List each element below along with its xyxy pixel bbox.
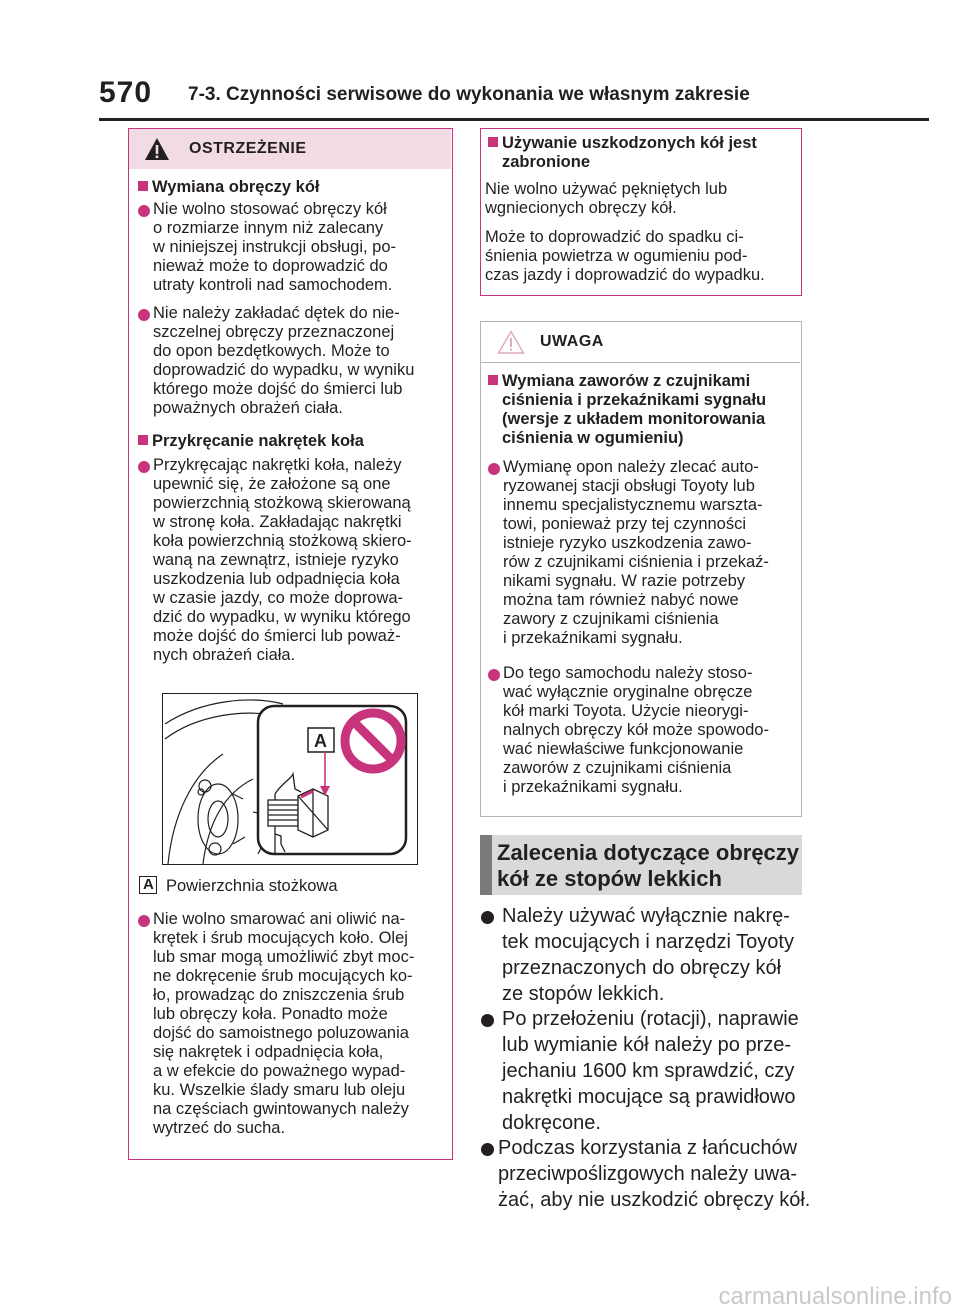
bullet-dot-icon	[481, 911, 494, 924]
notice-heading: Wymiana zaworów z czujnikami ciśnienia i przekaźnikami sygnału (wersje z układem monitorowania ciśnienia w ogumieniu)	[488, 372, 766, 448]
section-bullet-2: Po przełożeniu (rotacji), naprawie lub wymianie kół należy po prze- jechaniu 1600 km sprawdzić, czy nakrętki mocujące są prawidłowo dokręcone.	[502, 1008, 799, 1134]
notice-triangle-icon	[497, 330, 525, 354]
warning-para-2: Nie należy zakładać dętek do nie- szczelnej obręczy przeznaczonej do opon bezdętkowych. Może to doprowadzić do wypadku, w wyniku którego może dojść do śmierci lub poważnych obrażeń ciała.	[153, 304, 415, 417]
section-header-bar	[480, 835, 492, 895]
notice-header	[481, 322, 800, 363]
warning2-para-2: Może to doprowadzić do spadku ci- śnienia powietrza w ogumieniu pod- czas jazdy i doprowadzić do wypadku.	[485, 228, 765, 284]
bullet-dot-icon	[138, 309, 150, 321]
wheel-hub-drawing	[163, 694, 418, 865]
page-number: 570	[99, 76, 153, 109]
warning-title: OSTRZEŻENIE	[189, 140, 307, 157]
footer-watermark: carmanualsonline.info	[718, 1283, 952, 1310]
section-bullet-1: Należy używać wyłącznie nakrę- tek mocujących i narzędzi Toyoty przeznaczonych do obręczy kół ze stopów lekkich.	[502, 905, 794, 1005]
section-bullet-3: Podczas korzystania z łańcuchów przeciwpoślizgowych należy uwa- żać, aby nie uszkodzić obręczy kół.	[498, 1137, 811, 1211]
notice-title: UWAGA	[540, 333, 604, 350]
warning-para-1: Nie wolno stosować obręczy kół o rozmiarze innym niż zalecany w niniejszej instrukcji obsługi, po- nieważ może to doprowadzić do utraty kontroli nad samochodem.	[153, 200, 397, 294]
warning2-heading: Używanie uszkodzonych kół jest zabronione	[488, 134, 757, 172]
notice-para-1: Wymianę opon należy zlecać auto- ryzowanej stacji obsługi Toyoty lub innemu specjalistycznemu warszta- towi, ponieważ przy tej czynności istnieje ryzyko uszkodzenia zawo- rów z czujnikami ciśnienia i przekaź- nikami sygnału. W razie potrzeby można tam również nabyć nowe zawory z czujnikami ciśnienia i przekaźnikami sygnału.	[503, 458, 769, 647]
bullet-dot-icon	[138, 461, 150, 473]
square-bullet-icon	[138, 181, 148, 191]
square-bullet-icon	[488, 375, 498, 385]
caption-label-box	[139, 876, 157, 894]
bullet-dot-icon	[488, 463, 500, 475]
figure-label-a: A	[314, 731, 327, 751]
warning-triangle-icon	[144, 137, 170, 161]
warning-heading-2: Przykręcanie nakrętek koła	[138, 432, 364, 451]
wheel-nut-illustration	[162, 693, 418, 865]
warning-para-4: Nie wolno smarować ani oliwić na- krętek i śrub mocujących koło. Olej lub smar mogą umożliwić zbyt moc- ne dokręcenie śrub mocujących ko- ło, prowadząc do zniszczenia śrub lub obręczy koła. Ponadto może dojść do samoistnego poluzowania się nakrętek i odpadnięcia koła, a w efekcie do poważnego wypad- ku. Wszelkie ślady smaru lub oleju na częściach gwintowanych należy wytrzeć do sucha.	[153, 910, 415, 1137]
bullet-dot-icon	[488, 669, 500, 681]
notice-para-2: Do tego samochodu należy stoso- wać wyłącznie oryginalne obręcze kół marki Toyota. Użycie nieorygi- nalnych obręczy kół może spowodo- wać niewłaściwe funkcjonowanie zaworów z czujnikami ciśnienia i przekaźnikami sygnału.	[503, 664, 769, 796]
chapter-title: 7-3. Czynności serwisowe do wykonania we własnym zakresie	[188, 84, 750, 105]
bullet-dot-icon	[138, 205, 150, 217]
warning2-para-1: Nie wolno używać pękniętych lub wgniecionych obręczy kół.	[485, 180, 728, 217]
section-title: Zalecenia dotyczące obręczy kół ze stopów lekkich	[497, 840, 800, 891]
caption-label-a: A	[143, 876, 154, 893]
bullet-dot-icon	[138, 915, 150, 927]
figure-caption: Powierzchnia stożkowa	[166, 877, 338, 895]
square-bullet-icon	[138, 435, 148, 445]
warning-heading-1: Wymiana obręczy kół	[138, 178, 320, 197]
warning-para-3: Przykręcając nakrętki koła, należy upewnić się, że założone są one powierzchnią stożkową skierowaną w stronę koła. Zakładając nakrętki koła powierzchnią stożkową skiero- waną na zewnątrz, istnieje ryzyko uszkodzenia lub odpadnięcia koła w czasie jazdy, co może doprowa- dzić do wypadku, w wyniku którego może dojść do śmierci lub poważ- nych obrażeń ciała.	[153, 456, 412, 664]
bullet-dot-icon	[481, 1143, 494, 1156]
bullet-dot-icon	[481, 1014, 494, 1027]
header-rule	[99, 118, 929, 121]
square-bullet-icon	[488, 137, 498, 147]
warning-header	[129, 129, 451, 169]
